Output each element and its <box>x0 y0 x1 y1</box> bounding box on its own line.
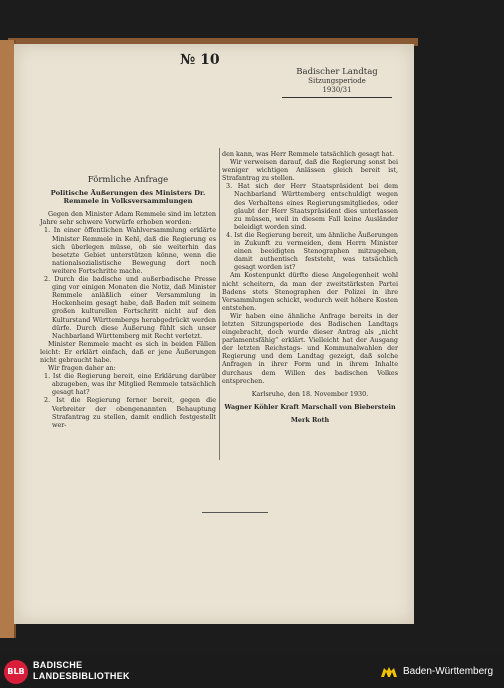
paragraph: Wir verweisen darauf, daß die Regierung sonst bei weniger wichtigen Anlässen gleich bereit ist, Strafantrag zu stellen. <box>222 158 398 183</box>
session-period: Sitzungsperiode <box>308 77 366 85</box>
continuation-text: den kann, was Herr Remmele tatsächlich gesagt hat. <box>222 150 395 158</box>
paragraph: Wir fragen daher an: <box>48 364 116 373</box>
bottom-rule <box>202 512 268 513</box>
document-subtitle: Politische Äußerungen des Ministers Dr. Remmele in Volksversammlungen <box>50 189 206 206</box>
library-name-line-2: LANDESBIBLIOTHEK <box>33 671 130 681</box>
page-number: № 10 <box>180 52 220 68</box>
signatures-line-2: Merk Roth <box>290 415 330 424</box>
library-name[interactable] <box>33 660 130 682</box>
intro-paragraph: Gegen den Minister Adam Remmele sind im letzten Jahre sehr schwere Vorwürfe erhoben worden: <box>40 210 216 227</box>
left-column <box>40 176 216 429</box>
paragraph: Wir haben eine ähnliche Anfrage bereits in der letzten Sitzungsperiode des Badischen Landtags eingebracht, doch wurde dieser Antrag als „nicht parlamentsfähig“ erklärt. Vielleicht hat der Ausgang der letzten Reichstags- und Kommunalwahlen der Regierung und dem Landtag gezeigt, daß solche Anfragen in ihrer Form und in ihrem Inhalte durchaus dem Willen des badischen Volkes entsprechen. <box>222 311 398 385</box>
column-divider <box>219 148 220 460</box>
session-rule <box>282 97 392 98</box>
paragraph: Minister Remmele macht es sich in beiden Fällen leicht: Er erklärt einfach, daß er jene Äußerungen nicht gebraucht habe. <box>40 339 216 364</box>
session-header <box>282 68 392 98</box>
right-column <box>222 150 398 424</box>
question-item: 3. Hat sich der Herr Staatspräsident bei dem Nachbarland Württemberg entschuldigt wegen des Verhaltens eines Regierungsmitgliedes, oder glaubt der Herr Staatspräsident dies unterlassen zu müssen, weil in diesem Fall keine Ausländer beleidigt worden sind. <box>226 182 398 231</box>
session-year: 1930/31 <box>322 86 352 94</box>
document-title: Förmliche Anfrage <box>87 175 169 185</box>
library-name-line-1: BADISCHE <box>33 660 83 670</box>
baden-wuerttemberg-lions-icon <box>380 665 398 679</box>
question-item: 4. Ist die Regierung bereit, um ähnliche Äußerungen in Zukunft zu vermeiden, dem Herrn Minister einen beeidigten Stenographen mitzugeben, damit authentisch feststeht, was tatsächlich gesagt worden ist? <box>226 230 398 272</box>
list-item: 2. Durch die badische und außerbadische Presse ging vor einigen Monaten die Notiz, daß Minister Remmele anläßlich einer Versammlung in Hockenheim gesagt habe, daß Baden mit seinem großen kulturellen Fortschritt nicht auf den Kulturstand Württembergs herabgedrückt werden dürfe. Durch diese Äußerung fühlt sich unser Nachbarland Württemberg mit Recht verletzt. <box>44 275 216 340</box>
question-item: 2. Ist die Regierung ferner bereit, gegen die Verbreiter der obengenannten Behauptung Strafantrag zu stellen, damit endlich festgestellt wer- <box>44 396 216 429</box>
list-item: 1. In einer öffentlichen Wahlversammlung erklärte Minister Remmele in Kehl, daß die Regierung es sich überlegen müsse, ob sie weiterhin das besetzte Gebiet unterstützen könne, wenn die nationalsozialistische Bewegung dort noch weitere Fortschritte mache. <box>44 226 216 275</box>
signatures-line-1: Wagner Köhler Kraft Marschall von Bieberstein <box>224 402 396 411</box>
state-name[interactable]: Baden-Württemberg <box>403 666 494 677</box>
question-item: 1. Ist die Regierung bereit, eine Erklärung darüber abzugeben, was ihr Mitglied Remmele tatsächlich gesagt hat? <box>44 372 216 397</box>
date-line: Karlsruhe, den 18. November 1930. <box>251 389 369 398</box>
session-title: Badischer Landtag <box>296 67 378 77</box>
paragraph: Am Kostenpunkt dürfte diese Angelegenheit wohl nicht scheitern, da man der zweitstärksten Partei Badens stets Stenographen der Polizei in ihre Versammlungen schickt, wodurch weit höhere Kosten entstehen. <box>222 271 398 312</box>
blb-logo-icon[interactable]: BLB <box>4 660 28 684</box>
